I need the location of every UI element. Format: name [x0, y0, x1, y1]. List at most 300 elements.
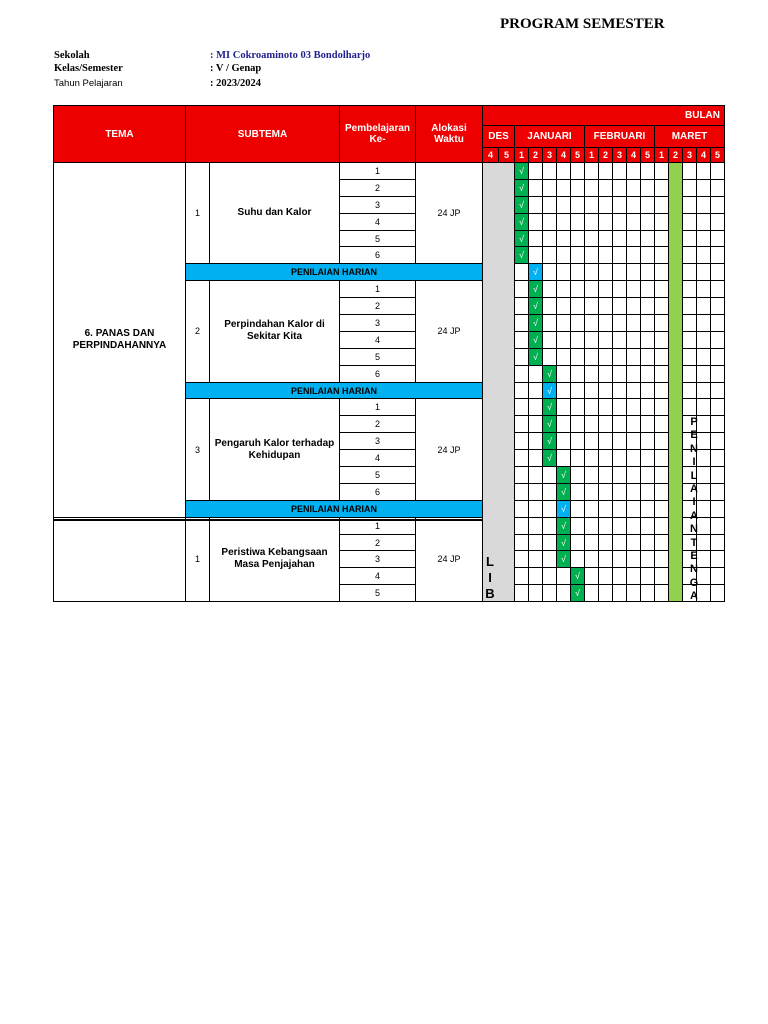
header-month-februari: FEBRUARI	[585, 126, 655, 148]
week-cell	[557, 264, 571, 281]
check-mark: √	[557, 483, 571, 500]
lesson-number: 2	[340, 298, 416, 315]
week-cell	[627, 399, 641, 416]
week-cell	[571, 348, 585, 365]
week-cell	[711, 467, 725, 484]
week-cell	[571, 247, 585, 264]
week-cell	[641, 281, 655, 298]
week-cell	[557, 450, 571, 467]
week-cell	[641, 568, 655, 585]
week-cell	[711, 230, 725, 247]
semester-table	[53, 105, 725, 602]
week-cell	[627, 179, 641, 196]
check-mark: √	[543, 399, 557, 416]
week-cell	[599, 213, 613, 230]
week-cell	[711, 331, 725, 348]
week-cell	[655, 416, 669, 433]
week-cell	[571, 365, 585, 382]
lesson-number: 2	[340, 179, 416, 196]
week-cell	[711, 450, 725, 467]
header-subtema-text: SUBTEMA	[237, 128, 288, 140]
week-cell	[543, 315, 557, 332]
tahun-label: Tahun Pelajaran	[54, 78, 123, 89]
week-cell	[599, 365, 613, 382]
week-cell	[543, 196, 557, 213]
week-cell	[599, 247, 613, 264]
header-week: 1	[515, 148, 529, 163]
week-cell	[515, 551, 529, 568]
week-cell	[697, 331, 711, 348]
week-cell	[599, 416, 613, 433]
week-cell	[515, 331, 529, 348]
week-cell	[627, 196, 641, 213]
penilaian-harian-bar: PENILAIAN HARIAN	[186, 382, 483, 399]
week-cell	[515, 517, 529, 534]
week-cell	[613, 281, 627, 298]
week-cell	[711, 534, 725, 551]
week-cell	[711, 213, 725, 230]
week-cell	[641, 298, 655, 315]
week-cell	[557, 247, 571, 264]
week-cell	[641, 179, 655, 196]
week-cell	[641, 365, 655, 382]
week-cell	[641, 551, 655, 568]
week-cell	[627, 551, 641, 568]
week-cell	[627, 230, 641, 247]
week-cell	[697, 213, 711, 230]
week-cell	[613, 348, 627, 365]
week-cell	[683, 331, 697, 348]
header-week: 2	[529, 148, 543, 163]
check-mark: √	[515, 196, 529, 213]
week-cell	[599, 534, 613, 551]
week-cell	[599, 500, 613, 517]
week-cell	[655, 315, 669, 332]
header-week: 3	[613, 148, 627, 163]
week-cell	[515, 500, 529, 517]
week-cell	[711, 382, 725, 399]
week-cell	[599, 467, 613, 484]
week-cell	[571, 450, 585, 467]
check-mark: √	[557, 534, 571, 551]
subtema-name: Peristiwa Kebangsaan Masa Penjajahan	[210, 517, 340, 601]
check-mark: √	[543, 416, 557, 433]
week-cell	[641, 213, 655, 230]
week-cell	[655, 247, 669, 264]
tema-cell-next	[54, 517, 186, 601]
week-cell	[515, 281, 529, 298]
week-cell	[557, 196, 571, 213]
week-cell	[529, 230, 543, 247]
week-cell	[599, 281, 613, 298]
week-cell	[543, 264, 557, 281]
week-cell	[655, 399, 669, 416]
week-cell	[641, 230, 655, 247]
check-mark: √	[515, 230, 529, 247]
week-cell	[711, 517, 725, 534]
alokasi-cell: 24 JP	[416, 399, 483, 500]
week-cell	[711, 568, 725, 585]
week-cell	[627, 247, 641, 264]
week-cell	[543, 551, 557, 568]
week-cell	[655, 196, 669, 213]
week-cell	[627, 264, 641, 281]
week-cell	[529, 365, 543, 382]
week-cell	[599, 331, 613, 348]
week-cell	[543, 348, 557, 365]
week-cell	[599, 517, 613, 534]
week-cell	[613, 399, 627, 416]
week-cell	[627, 416, 641, 433]
week-cell	[571, 551, 585, 568]
week-cell	[627, 483, 641, 500]
week-cell	[655, 517, 669, 534]
week-cell	[697, 365, 711, 382]
week-cell	[627, 585, 641, 602]
week-cell	[683, 281, 697, 298]
week-cell	[613, 483, 627, 500]
pts-label: P E N I L A I A N T E N G A	[689, 416, 699, 603]
week-cell	[529, 517, 543, 534]
week-cell	[655, 213, 669, 230]
week-cell	[529, 213, 543, 230]
week-cell	[683, 196, 697, 213]
week-cell	[585, 163, 599, 180]
week-cell	[557, 399, 571, 416]
header-week: 4	[483, 148, 499, 163]
week-cell	[697, 264, 711, 281]
lesson-number: 4	[340, 450, 416, 467]
header-week: 3	[543, 148, 557, 163]
week-cell	[641, 483, 655, 500]
lesson-number: 3	[340, 551, 416, 568]
week-cell	[641, 382, 655, 399]
subtema-number: 1	[186, 517, 210, 601]
header-week: 4	[557, 148, 571, 163]
kelas-value: : V / Genap	[210, 63, 262, 74]
week-cell	[599, 163, 613, 180]
check-mark: √	[529, 348, 543, 365]
week-cell	[543, 213, 557, 230]
week-cell	[627, 348, 641, 365]
week-cell	[515, 399, 529, 416]
week-cell	[585, 568, 599, 585]
week-cell	[655, 298, 669, 315]
week-cell	[599, 382, 613, 399]
week-cell	[683, 399, 697, 416]
week-cell	[571, 517, 585, 534]
week-cell	[683, 365, 697, 382]
week-cell	[529, 163, 543, 180]
week-cell	[655, 281, 669, 298]
week-cell	[515, 467, 529, 484]
week-cell	[697, 196, 711, 213]
week-cell	[571, 500, 585, 517]
week-cell	[697, 281, 711, 298]
week-cell	[627, 213, 641, 230]
week-cell	[627, 500, 641, 517]
check-mark: √	[571, 585, 585, 602]
week-cell	[655, 348, 669, 365]
week-cell	[571, 315, 585, 332]
check-mark: √	[543, 433, 557, 450]
week-cell	[599, 551, 613, 568]
week-cell	[641, 585, 655, 602]
week-cell	[515, 315, 529, 332]
week-cell	[571, 382, 585, 399]
week-cell	[543, 483, 557, 500]
week-cell	[571, 230, 585, 247]
week-cell	[585, 315, 599, 332]
week-cell	[585, 298, 599, 315]
week-cell	[543, 517, 557, 534]
week-cell	[711, 315, 725, 332]
lesson-row	[54, 163, 725, 180]
week-cell	[529, 247, 543, 264]
sekolah-label: Sekolah	[54, 50, 90, 61]
week-cell	[557, 585, 571, 602]
week-cell	[585, 230, 599, 247]
week-cell	[515, 365, 529, 382]
week-cell	[627, 281, 641, 298]
header-week: 2	[599, 148, 613, 163]
week-cell	[697, 399, 711, 416]
week-cell	[585, 348, 599, 365]
blank-area	[0, 605, 768, 1024]
week-cell	[543, 247, 557, 264]
header-week: 1	[585, 148, 599, 163]
header-subtema	[186, 106, 340, 163]
week-cell	[683, 348, 697, 365]
week-cell	[557, 365, 571, 382]
week-cell	[613, 551, 627, 568]
check-mark: √	[557, 517, 571, 534]
week-cell	[627, 568, 641, 585]
week-cell	[571, 213, 585, 230]
week-cell	[571, 331, 585, 348]
week-cell	[543, 230, 557, 247]
week-cell	[711, 247, 725, 264]
week-cell	[641, 264, 655, 281]
sekolah-value: : MI Cokroaminoto 03 Bondolharjo	[210, 50, 371, 61]
week-cell	[711, 483, 725, 500]
week-cell	[571, 534, 585, 551]
lesson-number: 5	[340, 467, 416, 484]
week-cell	[543, 331, 557, 348]
week-cell	[571, 281, 585, 298]
week-cell	[697, 348, 711, 365]
lesson-number: 5	[340, 230, 416, 247]
week-cell	[585, 281, 599, 298]
week-cell	[529, 568, 543, 585]
week-cell	[697, 179, 711, 196]
subtema-number: 2	[186, 281, 210, 382]
week-cell	[655, 568, 669, 585]
header-week: 4	[697, 148, 711, 163]
week-cell	[613, 315, 627, 332]
week-cell	[697, 230, 711, 247]
week-cell	[585, 500, 599, 517]
week-cell	[613, 247, 627, 264]
header-week: 3	[683, 148, 697, 163]
lesson-number: 1	[340, 399, 416, 416]
tema-cell: 6. PANAS DAN PERPINDAHANNYA	[54, 163, 186, 518]
week-cell	[571, 467, 585, 484]
week-cell	[641, 247, 655, 264]
week-cell	[515, 450, 529, 467]
week-cell	[599, 585, 613, 602]
week-cell	[557, 382, 571, 399]
check-mark: √	[543, 450, 557, 467]
week-cell	[683, 298, 697, 315]
week-cell	[515, 585, 529, 602]
lesson-number: 5	[340, 348, 416, 365]
week-cell	[641, 500, 655, 517]
week-cell	[515, 298, 529, 315]
week-cell	[655, 382, 669, 399]
week-cell	[529, 196, 543, 213]
check-mark: √	[529, 331, 543, 348]
week-cell	[683, 315, 697, 332]
week-cell	[627, 433, 641, 450]
week-cell	[529, 382, 543, 399]
week-cell	[585, 264, 599, 281]
week-cell	[655, 179, 669, 196]
week-cell	[557, 179, 571, 196]
week-cell	[613, 585, 627, 602]
week-cell	[599, 179, 613, 196]
week-cell	[641, 163, 655, 180]
lesson-number: 1	[340, 281, 416, 298]
week-cell	[543, 298, 557, 315]
week-cell	[543, 534, 557, 551]
week-cell	[711, 416, 725, 433]
week-cell	[627, 365, 641, 382]
header-pembelajaran	[340, 106, 416, 163]
kelas-label: Kelas/Semester	[54, 63, 123, 74]
week-cell	[585, 179, 599, 196]
header-week: 5	[499, 148, 515, 163]
week-cell	[627, 163, 641, 180]
check-mark: √	[557, 467, 571, 484]
week-cell	[655, 163, 669, 180]
alokasi-cell: 24 JP	[416, 281, 483, 382]
week-cell	[655, 483, 669, 500]
header-week: 1	[655, 148, 669, 163]
week-cell	[711, 298, 725, 315]
week-cell	[641, 196, 655, 213]
week-cell	[613, 568, 627, 585]
header-week: 4	[627, 148, 641, 163]
week-cell	[557, 348, 571, 365]
header-week: 5	[571, 148, 585, 163]
week-cell	[683, 247, 697, 264]
week-cell	[655, 365, 669, 382]
week-cell	[529, 433, 543, 450]
week-cell	[613, 163, 627, 180]
header-alokasi	[416, 106, 483, 163]
week-cell	[627, 517, 641, 534]
subtema-number: 3	[186, 399, 210, 500]
week-cell	[529, 416, 543, 433]
check-mark: √	[515, 247, 529, 264]
header-month-maret: MARET	[655, 126, 725, 148]
week-cell	[571, 483, 585, 500]
week-cell	[557, 315, 571, 332]
week-cell	[613, 196, 627, 213]
week-cell	[697, 315, 711, 332]
week-cell	[711, 179, 725, 196]
week-cell	[641, 416, 655, 433]
week-cell	[613, 416, 627, 433]
header-tema-text: TEMA	[105, 128, 134, 140]
week-cell	[571, 416, 585, 433]
penilaian-harian-bar: PENILAIAN HARIAN	[186, 264, 483, 281]
week-cell	[599, 230, 613, 247]
week-cell	[641, 517, 655, 534]
check-mark: √	[557, 551, 571, 568]
week-cell	[585, 399, 599, 416]
week-cell	[697, 247, 711, 264]
week-cell	[655, 585, 669, 602]
week-cell	[557, 568, 571, 585]
week-cell	[627, 298, 641, 315]
week-cell	[571, 163, 585, 180]
week-cell	[599, 450, 613, 467]
week-cell	[627, 315, 641, 332]
week-cell	[557, 213, 571, 230]
check-mark: √	[529, 264, 543, 281]
week-cell	[627, 331, 641, 348]
week-cell	[585, 213, 599, 230]
subtema-number: 1	[186, 163, 210, 264]
week-cell	[613, 331, 627, 348]
week-cell	[585, 534, 599, 551]
lesson-number: 1	[340, 163, 416, 180]
week-cell	[683, 213, 697, 230]
week-cell	[655, 433, 669, 450]
week-cell	[599, 264, 613, 281]
week-cell	[571, 399, 585, 416]
lesson-number: 4	[340, 331, 416, 348]
week-cell	[585, 365, 599, 382]
subtema-name: Pengaruh Kalor terhadap Kehidupan	[210, 399, 340, 500]
week-cell	[571, 433, 585, 450]
week-cell	[571, 264, 585, 281]
check-mark: √	[515, 213, 529, 230]
week-cell	[613, 500, 627, 517]
week-cell	[627, 467, 641, 484]
week-cell	[515, 416, 529, 433]
week-cell	[613, 179, 627, 196]
week-cell	[711, 163, 725, 180]
week-cell	[585, 450, 599, 467]
week-cell	[613, 450, 627, 467]
week-cell	[613, 534, 627, 551]
week-cell	[697, 298, 711, 315]
week-cell	[529, 467, 543, 484]
week-cell	[543, 568, 557, 585]
week-cell	[641, 433, 655, 450]
week-cell	[543, 500, 557, 517]
week-cell	[711, 365, 725, 382]
subtema-name: Perpindahan Kalor di Sekitar Kita	[210, 281, 340, 382]
week-cell	[627, 450, 641, 467]
week-cell	[711, 585, 725, 602]
week-cell	[515, 568, 529, 585]
week-cell	[641, 399, 655, 416]
week-cell	[557, 230, 571, 247]
